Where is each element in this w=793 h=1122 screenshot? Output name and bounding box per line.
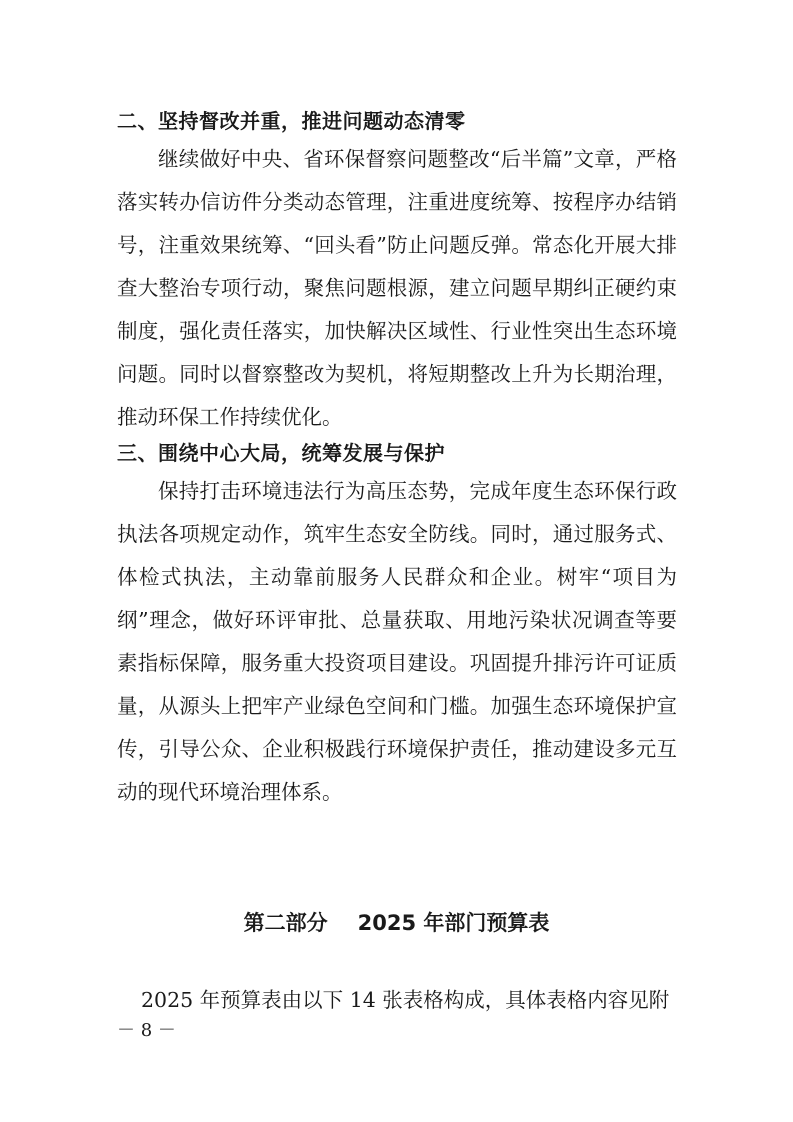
part-name: 2025 年部门预算表 <box>357 911 550 935</box>
section-paragraph-3: 保持打击环境违法行为高压态势，完成年度生态环保行政执法各项规定动作，筑牢生态安全防线。同时，通过服务式、体检式执法，主动靠前服务人民群众和企业。树牢“项目为纲”理念，做好环评审批、总量获取、用地污染状况调查等要素指标保障，服务重大投资项目建设。巩固提升排污许可证质量，从源头上把牢产业绿色空间和门槛。加强生态环境保护宣传，引导公众、企业积极践行环境保护责任，推动建设多元互动的现代环境治理体系。 <box>117 479 677 804</box>
part-title <box>0 908 793 938</box>
section-heading-3: 三、围绕中心大局，统筹发展与保护 <box>117 441 445 465</box>
intro-text: 2025 年预算表由以下 14 张表格构成，具体表格内容见附 <box>141 988 670 1012</box>
page-number: － 8 － <box>117 1020 176 1041</box>
section-heading-2: 二、坚持督改并重，推进问题动态清零 <box>117 109 466 133</box>
part-label: 第二部分 <box>243 911 328 935</box>
section-paragraph-2: 继续做好中央、省环保督察问题整改“后半篇”文章，严格落实转办信访件分类动态管理，注重进度统筹、按程序办结销号，注重效果统筹、“回头看”防止问题反弹。常态化开展大排查大整治专项行动，聚焦问题根源，建立问题早期纠正硬约束制度，强化责任落实，加快解决区域性、行业性突出生态环境问题。同时以督察整改为契机，将短期整改上升为长期治理，推动环保工作持续优化。 <box>117 147 677 429</box>
